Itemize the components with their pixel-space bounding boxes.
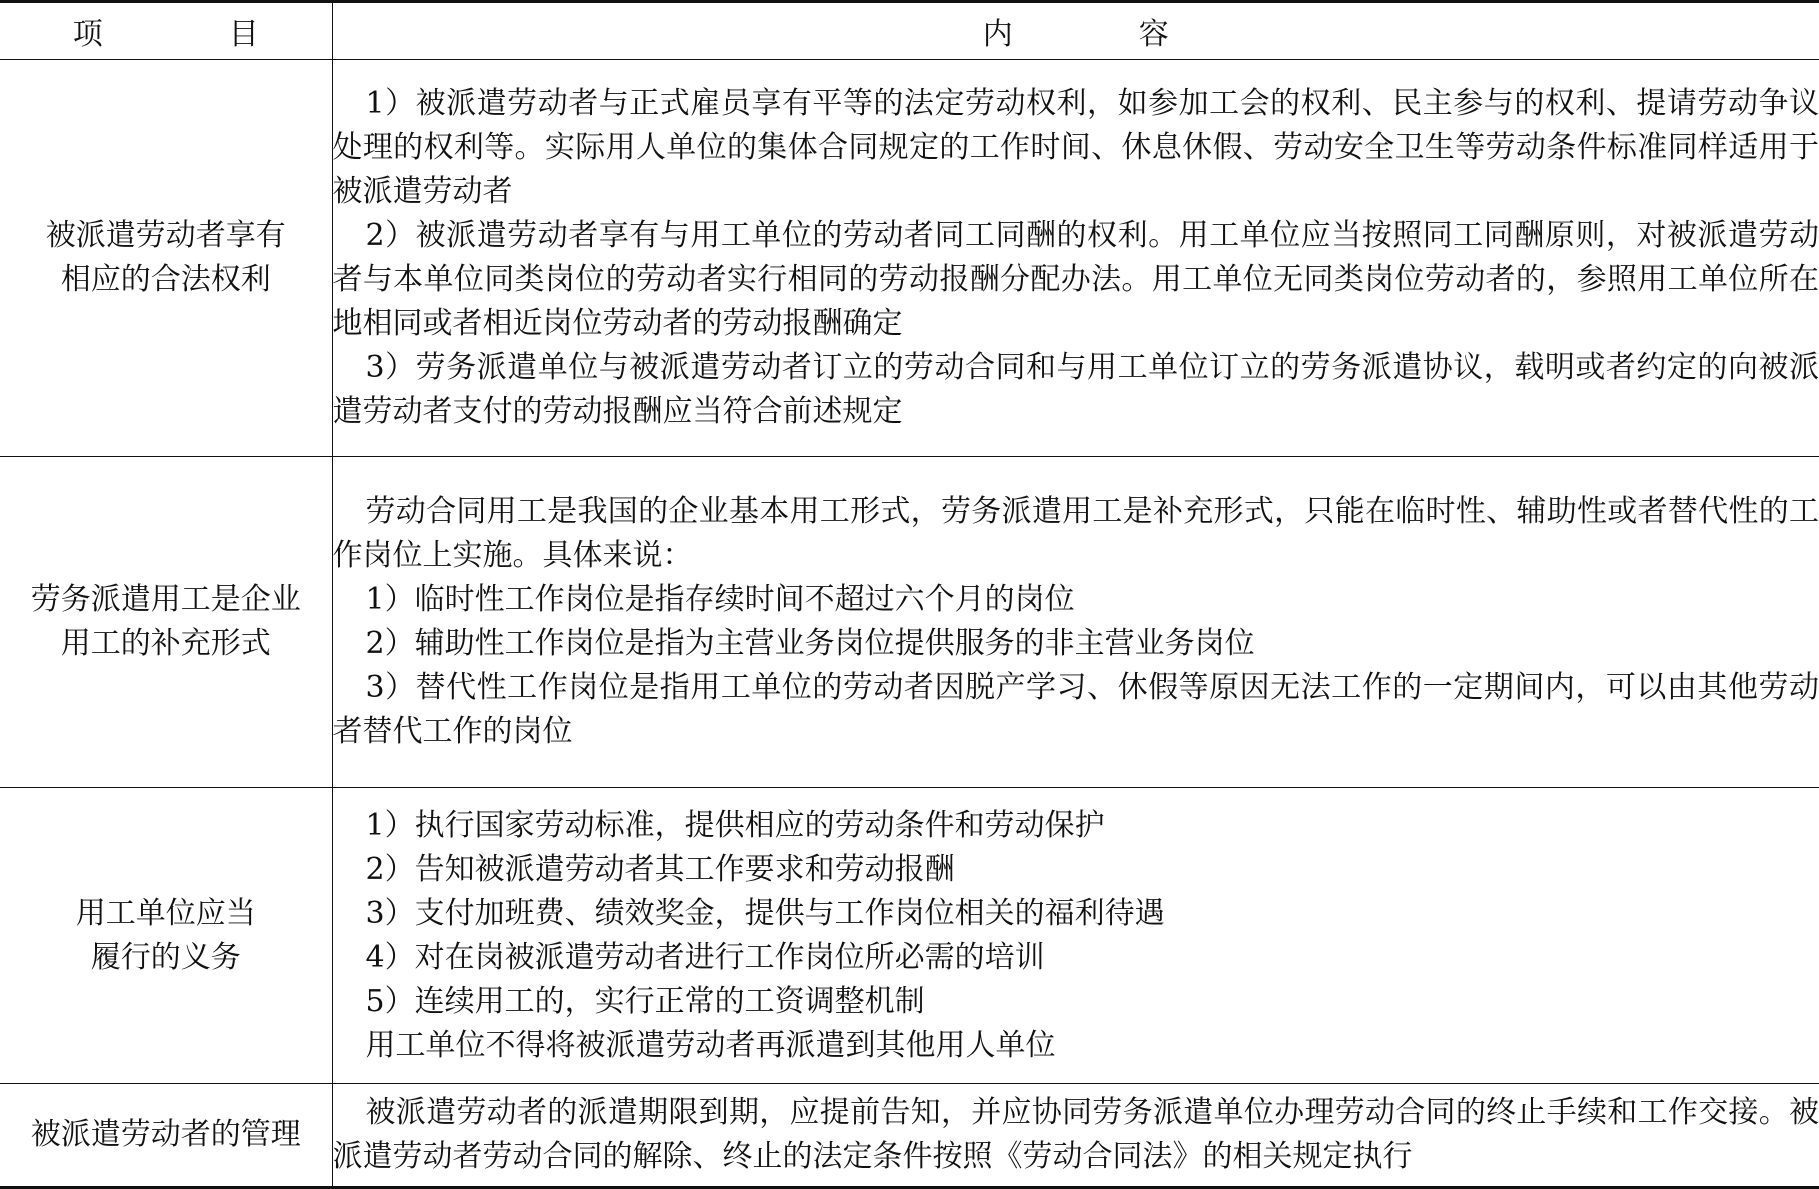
content-paragraph: 3）替代性工作岗位是指用工单位的劳动者因脱产学习、休假等原因无法工作的一定期间内，可以由其他劳动者替代工作的岗位	[332, 670, 1819, 749]
content-paragraph: 2）被派遣劳动者享有与用工单位的劳动者同工同酬的权利。用工单位应当按照同工同酬原则，对被派遣劳动者与本单位同类岗位的劳动者实行相同的劳动报酬分配办法。用工单位无同类岗位劳动者的，参照用工单位所在地相同或者相近岗位劳动者的劳动报酬确定	[332, 218, 1819, 341]
table-row	[0, 60, 1819, 457]
row-item-line: 履行的义务	[90, 939, 241, 975]
header-content: 内 容	[332, 2, 1819, 60]
table-row	[0, 788, 1819, 1084]
row-content-cell	[332, 788, 1819, 1084]
row-item-cell	[0, 788, 332, 1084]
row-content-cell	[332, 1084, 1819, 1188]
content-paragraph: 被派遣劳动者的派遣期限到期，应提前告知，并应协同劳务派遣单位办理劳动合同的终止手续和工作交接。被派遣劳动者劳动合同的解除、终止的法定条件按照《劳动合同法》的相关规定执行	[332, 1095, 1819, 1174]
header-item: 项 目	[0, 2, 332, 60]
row-content-cell	[332, 457, 1819, 788]
content-paragraph: 1）临时性工作岗位是指存续时间不超过六个月的岗位	[365, 582, 1075, 617]
content-paragraph: 1）执行国家劳动标准，提供相应的劳动条件和劳动保护	[365, 807, 1105, 843]
content-paragraph: 4）对在岗被派遣劳动者进行工作岗位所必需的培训	[365, 939, 1045, 975]
row-item-cell	[0, 457, 332, 788]
content-paragraph: 1）被派遣劳动者与正式雇员享有平等的法定劳动权利，如参加工会的权利、民主参与的权利、提请劳动争议处理的权利等。实际用人单位的集体合同规定的工作时间、休息休假、劳动安全卫生等劳动条件标准同样适用于被派遣劳动者	[332, 86, 1819, 209]
content-paragraph: 2）告知被派遣劳动者其工作要求和劳动报酬	[365, 851, 955, 887]
table-header-row	[0, 2, 1819, 60]
row-item-cell	[0, 60, 332, 457]
row-item-line: 被派遣劳动者的管理	[30, 1117, 301, 1152]
row-item-line: 用工的补充形式	[60, 626, 271, 661]
table-row	[0, 1084, 1819, 1188]
row-content-cell	[332, 60, 1819, 457]
content-paragraph: 用工单位不得将被派遣劳动者再派遣到其他用人单位	[365, 1027, 1056, 1063]
table-row	[0, 457, 1819, 788]
row-item-line: 相应的合法权利	[60, 262, 271, 297]
row-item-line: 被派遣劳动者享有	[45, 218, 286, 253]
content-paragraph: 3）支付加班费、绩效奖金，提供与工作岗位相关的福利待遇	[365, 895, 1165, 931]
content-paragraph: 劳动合同用工是我国的企业基本用工形式，劳务派遣用工是补充形式，只能在临时性、辅助性或者替代性的工作岗位上实施。具体来说：	[332, 494, 1819, 573]
content-paragraph: 2）辅助性工作岗位是指为主营业务岗位提供服务的非主营业务岗位	[365, 626, 1255, 661]
content-paragraph: 5）连续用工的，实行正常的工资调整机制	[365, 983, 925, 1019]
row-item-line: 用工单位应当	[75, 895, 256, 931]
content-paragraph: 3）劳务派遣单位与被派遣劳动者订立的劳动合同和与用工单位订立的劳务派遣协议，载明或者约定的向被派遣劳动者支付的劳动报酬应当符合前述规定	[332, 350, 1819, 429]
row-item-line: 劳务派遣用工是企业	[30, 582, 301, 617]
row-item-cell	[0, 1084, 332, 1188]
